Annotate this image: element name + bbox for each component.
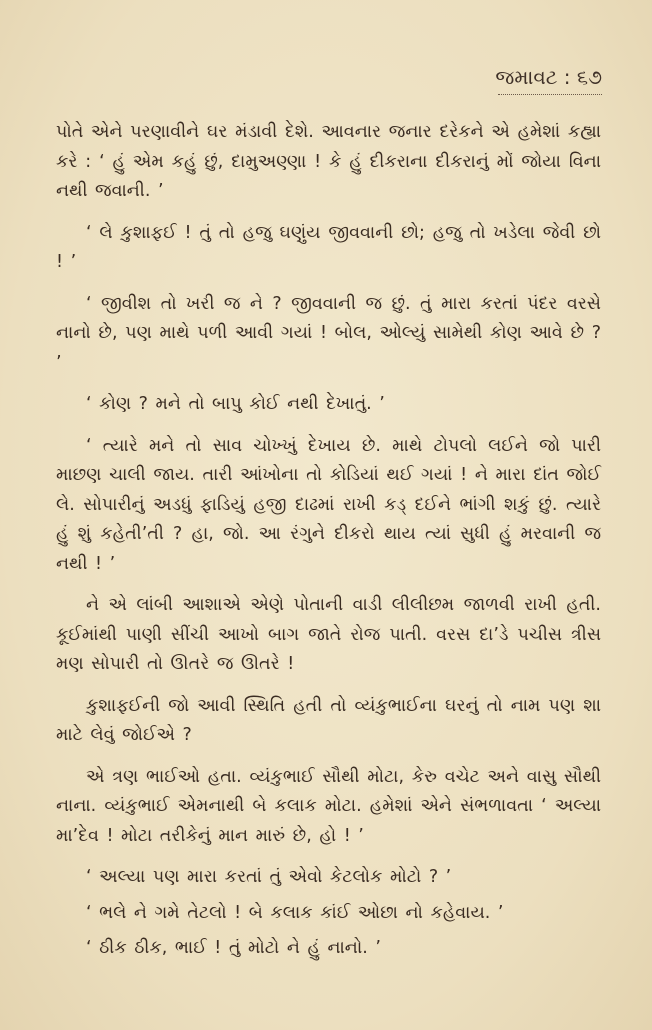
paragraph: ‘ અલ્યા પણ મારા કરતાં તું એવો કેટલોક મોટો ? ’ — [86, 867, 452, 887]
paragraph: એ ત્રણ ભાઈઓ હતા. વ્યંકુભાઈ સૌથી મોટા, કેરુ વચેટ અને વાસુ સૌથી નાના. વ્યંકુભાઈ એમનાથી બે કલાક મોટા. હમેશાં એને સંભળાવતા ‘ અલ્યા મા’દેવ ! મોટા તરીકેનું માન મારું છે, હો ! ’ — [56, 766, 601, 846]
paragraph: ‘ ઠીક ઠીક, ભાઈ ! તું મોટો ને હું નાનો. ’ — [86, 938, 381, 958]
paragraph: કુશાફઈની જો આવી સ્થિતિ હતી તો વ્યંકુભાઈના ઘરનું તો નામ પણ શા માટે લેવું જોઈએ ? — [56, 695, 601, 745]
running-head-text: જમાવટ : ૬૭ — [495, 65, 602, 89]
paragraph: ‘ ભલે ને ગમે તેટલો ! બે કલાક કાંઈ ઓછા નો કહેવાય. ’ — [86, 902, 504, 923]
paragraph: ‘ ત્યારે મને તો સાવ ચોખ્ખું દેખાય છે. માથે ટોપલો લઈને જો પારી માછણ ચાલી જાય. તારી આંખોના તો કોડિયાં થઈ ગયાં ! ને મારા દાંત જોઈ લે. સોપારીનું અડધું ફાડિયું હજી દાઢમાં રાખી કડ્ દઈને ભાંગી શકું છું. ત્યારે હું શું કહેતી’તી ? હા, જો. આ રંગુને દીકરો થાય ત્યાં સુધી હું મરવાની જ નથી ! ’ — [56, 435, 601, 574]
paragraph: ‘ જીવીશ તો ખરી જ ને ? જીવવાની જ છું. તું મારા કરતાં પંદર વરસે નાનો છે, પણ માથે પળી આવી ગયાં ! બોલ, ઓલ્યું સામેથી કોણ આવે છે ? ’ — [56, 293, 601, 373]
running-head — [495, 64, 602, 95]
body-text — [56, 118, 601, 970]
paragraph: ‘ લે કુશાફઈ ! તું તો હજુ ઘણુંય જીવવાની છો; હજુ તો ખડેલા જેવી છો ! ’ — [56, 222, 601, 272]
paragraph: ને એ લાંબી આશાએ એણે પોતાની વાડી લીલીછમ જાળવી રાખી હતી. કૂઈમાંથી પાણી સીંચી આખો બાગ જાતે રોજ પાતી. વરસ દા’ડે પચીસ ત્રીસ મણ સોપારી તો ઊતરે જ ઊતરે ! — [56, 595, 601, 674]
running-head-rule — [498, 94, 602, 95]
paragraph: પોતે એને પરણાવીને ઘર મંડાવી દેશે. આવનાર જનાર દરેકને એ હમેશાં કહ્યા કરે : ‘ હું એમ કહું છું, દામુઅણ્ણા ! કે હું દીકરાના દીકરાનું મોં જોયા વિના નથી જવાની. ’ — [56, 122, 601, 201]
paragraph: ‘ કોણ ? મને તો બાપુ કોઈ નથી દેખાતું. ’ — [86, 394, 385, 414]
